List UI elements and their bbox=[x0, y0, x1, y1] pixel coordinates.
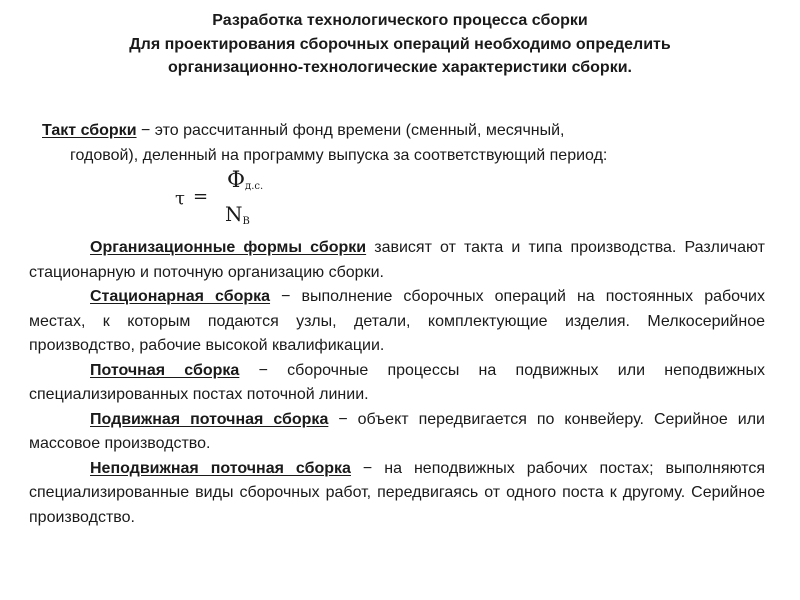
denominator-subscript: В bbox=[242, 216, 250, 227]
paragraph-stationary-assembly bbox=[29, 285, 765, 359]
assembly-forms-body bbox=[29, 236, 765, 530]
paragraph-flow-assembly bbox=[29, 359, 765, 408]
formula-numerator bbox=[227, 168, 263, 193]
takt-definition bbox=[42, 118, 747, 168]
paragraph-organizational-forms bbox=[29, 236, 765, 285]
takt-term: Такт сборки bbox=[42, 122, 137, 139]
takt-formula bbox=[175, 168, 285, 228]
formula-equals: = bbox=[193, 186, 209, 207]
formula-lhs: τ bbox=[175, 188, 185, 209]
formula-denominator bbox=[225, 202, 250, 227]
paragraph-text: зависят от такта и типа производства. Различают стационарную и поточную организацию сборки. bbox=[29, 239, 766, 281]
paragraph-moving-flow-assembly bbox=[29, 408, 765, 457]
numerator-subscript: д.с. bbox=[245, 181, 264, 192]
slide-title bbox=[20, 9, 780, 80]
title-line-2: Для проектирования сборочных операций необходимо определить bbox=[129, 35, 671, 53]
title-line-1: Разработка технологического процесса сборки bbox=[212, 12, 588, 29]
paragraph-text: − объект передвигается по конвейеру. Серийное или массовое производство. bbox=[29, 410, 765, 452]
paragraph-term: Подвижная поточная сборка bbox=[90, 410, 329, 428]
numerator-symbol: Φ bbox=[227, 168, 246, 193]
paragraph-term: Стационарная сборка bbox=[90, 288, 271, 305]
paragraph-text: − выполнение сборочных операций на постоянных рабочих местах, к которым подаются узлы, детали, комплектующие изделия. Мелкосерийное производство, рабочие высокой квалификации. bbox=[29, 288, 765, 354]
paragraph-text: − на неподвижных рабочих постах; выполняются специализированные виды сборочных работ, передвигаясь от одного поста к другому. Серийное производство. bbox=[29, 459, 765, 526]
paragraph-fixed-flow-assembly bbox=[29, 457, 765, 531]
paragraph-text: − сборочные процессы на подвижных или неподвижных специализированных постах поточной линии. bbox=[29, 361, 766, 403]
paragraph-term: Организационные формы сборки bbox=[90, 239, 367, 256]
takt-line-2: годовой), деленный на программу выпуска за соответствующий период: bbox=[70, 147, 608, 164]
takt-line-1 bbox=[42, 118, 747, 143]
takt-text-1: − это рассчитанный фонд времени (сменный, месячный, bbox=[136, 122, 565, 139]
title-line-3: организационно-технологические характеристики сборки. bbox=[168, 59, 632, 76]
paragraph-term: Поточная сборка bbox=[90, 361, 240, 379]
denominator-symbol: N bbox=[225, 202, 243, 226]
paragraph-term: Неподвижная поточная сборка bbox=[90, 459, 351, 477]
